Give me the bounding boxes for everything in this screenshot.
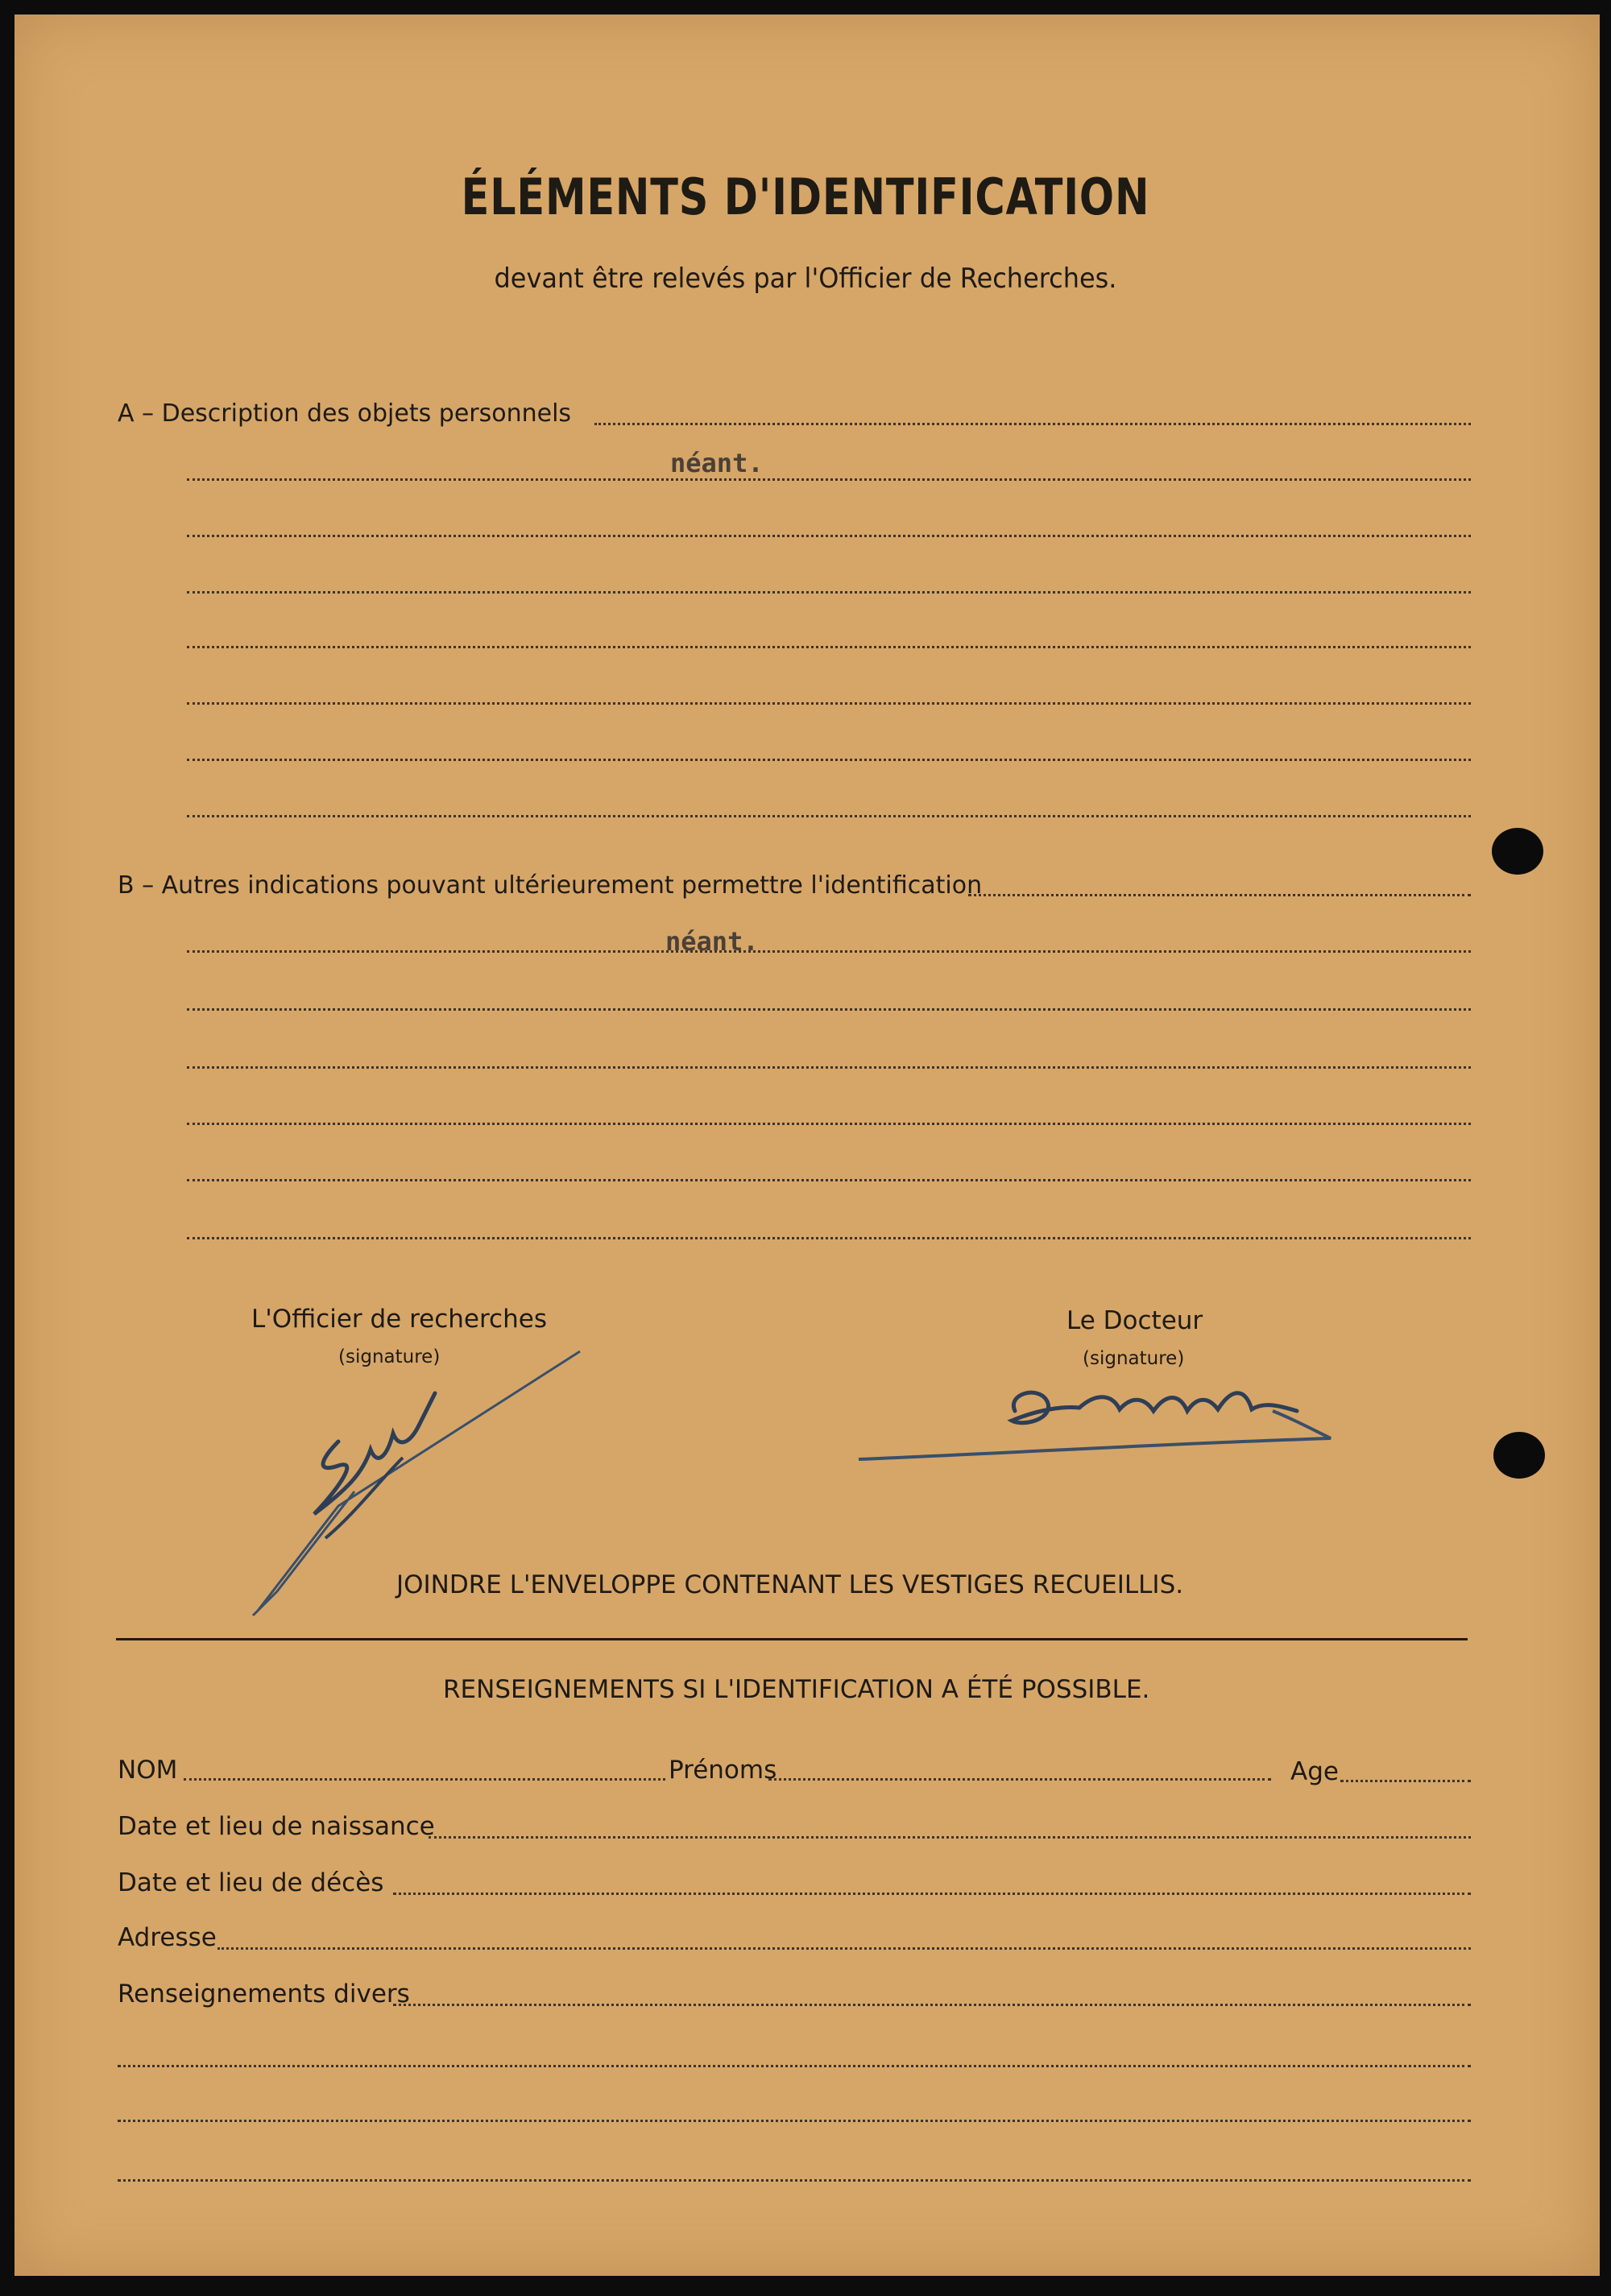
- doctor-signature: [854, 1369, 1337, 1474]
- section-a-line-2[interactable]: [187, 478, 1471, 481]
- adresse-label: Adresse: [118, 1923, 217, 1952]
- divers-field-4[interactable]: [118, 2179, 1471, 2182]
- doctor-signature-note: (signature): [1083, 1348, 1185, 1369]
- section-a-line-1[interactable]: [594, 423, 1471, 425]
- adresse-field[interactable]: [217, 1947, 1471, 1950]
- section-a-line-7[interactable]: [187, 759, 1471, 761]
- doctor-title: Le Docteur: [1066, 1306, 1203, 1335]
- section-b-typed-value: néant.: [665, 926, 759, 957]
- officer-title: L'Officier de recherches: [251, 1305, 547, 1334]
- nom-field[interactable]: [184, 1778, 665, 1781]
- section-a-label: A – Description des objets personnels: [118, 399, 572, 428]
- divers-field-2[interactable]: [118, 2065, 1471, 2067]
- deces-label: Date et lieu de décès: [118, 1868, 384, 1897]
- age-field[interactable]: [1340, 1780, 1471, 1782]
- age-label: Age: [1290, 1757, 1339, 1786]
- naissance-label: Date et lieu de naissance: [118, 1812, 435, 1841]
- form-page: [14, 14, 1600, 2276]
- prenoms-field[interactable]: [768, 1778, 1271, 1781]
- section-a-line-3[interactable]: [187, 535, 1471, 537]
- nom-label: NOM: [118, 1756, 178, 1785]
- section-a-line-4[interactable]: [187, 591, 1471, 594]
- section-b-line-7[interactable]: [187, 1237, 1471, 1239]
- page-subtitle: devant être relevés par l'Officier de Recherches.: [494, 263, 1117, 295]
- divers-label: Renseignements divers: [118, 1980, 410, 2008]
- divers-field-1[interactable]: [393, 2004, 1471, 2006]
- section-a-line-8[interactable]: [187, 815, 1471, 817]
- section-b-line-2[interactable]: [187, 950, 1471, 953]
- section-a-typed-value: néant.: [670, 448, 764, 478]
- section-a-line-5[interactable]: [187, 646, 1471, 648]
- divers-field-3[interactable]: [118, 2120, 1471, 2122]
- section-b-line-4[interactable]: [187, 1066, 1471, 1069]
- punch-hole-top: [1492, 828, 1543, 875]
- deces-field[interactable]: [393, 1893, 1471, 1895]
- officer-signature-note: (signature): [338, 1347, 441, 1367]
- instruction-text: JOINDRE L'ENVELOPPE CONTENANT LES VESTIGES RECUEILLIS.: [396, 1570, 1184, 1599]
- naissance-field[interactable]: [429, 1836, 1471, 1839]
- prenoms-label: Prénoms: [669, 1756, 777, 1785]
- identification-heading: RENSEIGNEMENTS SI L'IDENTIFICATION A ÉTÉ POSSIBLE.: [443, 1675, 1150, 1704]
- section-b-line-3[interactable]: [187, 1008, 1471, 1011]
- section-a-line-6[interactable]: [187, 702, 1471, 705]
- section-b-label: B – Autres indications pouvant ultérieurement permettre l'identification: [118, 871, 983, 900]
- section-divider: [116, 1638, 1468, 1640]
- section-b-line-1[interactable]: [968, 894, 1471, 896]
- section-b-line-6[interactable]: [187, 1179, 1471, 1181]
- page-title: ÉLÉMENTS D'IDENTIFICATION: [461, 168, 1150, 226]
- punch-hole-bottom: [1493, 1432, 1545, 1479]
- section-b-line-5[interactable]: [187, 1123, 1471, 1125]
